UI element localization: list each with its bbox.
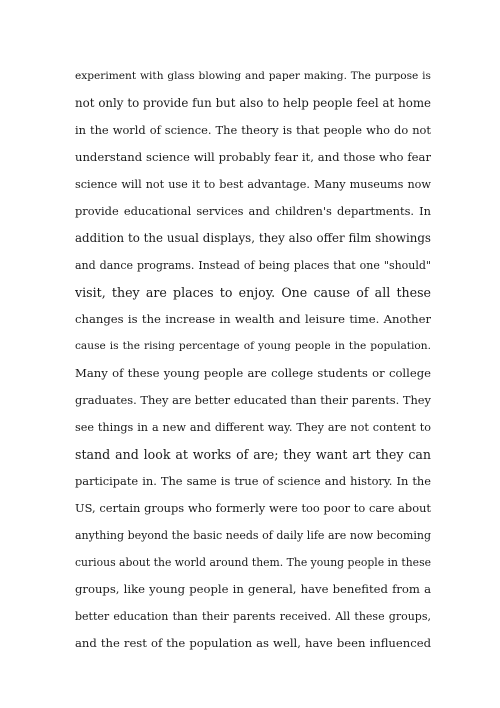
text-line: cause is the rising percentage of young people in the population. xyxy=(75,340,431,352)
text-line: better education than their parents received. All these groups, xyxy=(75,610,431,623)
text-line: changes is the increase in wealth and leisure time. Another xyxy=(75,312,431,326)
text-line: provide educational services and children's departments. In xyxy=(75,204,431,218)
text-line: not only to provide fun but also to help people feel at home xyxy=(75,96,431,110)
text-line: anything beyond the basic needs of daily life are now becoming xyxy=(75,529,431,542)
text-line: understand science will probably fear it, and those who fear xyxy=(75,150,431,164)
text-line: curious about the world around them. The young people in these xyxy=(75,556,431,569)
text-line: science will not use it to best advantage. Many museums now xyxy=(75,178,431,191)
text-line: Many of these young people are college students or college xyxy=(75,366,431,380)
text-line: experiment with glass blowing and paper making. The purpose is xyxy=(75,70,431,82)
text-line: addition to the usual displays, they also offer film showings xyxy=(75,231,431,245)
text-line: participate in. The same is true of science and history. In the xyxy=(75,474,431,488)
text-line: US, certain groups who formerly were too poor to care about xyxy=(75,501,431,515)
text-line: and dance programs. Instead of being places that one "should" xyxy=(75,259,431,272)
text-line: groups, like young people in general, have benefited from a xyxy=(75,582,431,596)
text-line: and the rest of the population as well, have been influenced xyxy=(75,636,431,650)
text-line: stand and look at works of are; they want art they can xyxy=(75,447,431,462)
text-line: visit, they are places to enjoy. One cause of all these xyxy=(75,285,431,300)
body-text xyxy=(75,63,431,657)
text-line: in the world of science. The theory is that people who do not xyxy=(75,123,431,137)
text-line: graduates. They are better educated than their parents. They xyxy=(75,393,431,407)
text-line: see things in a new and different way. They are not content to xyxy=(75,421,431,434)
